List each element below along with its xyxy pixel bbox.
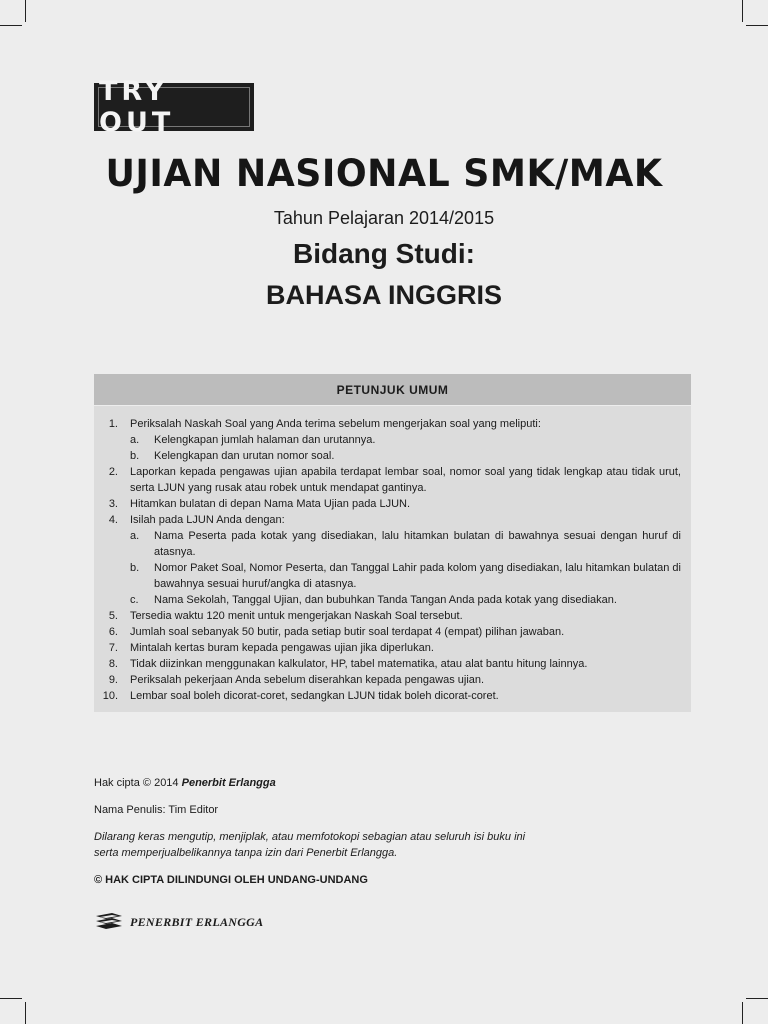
item-text: Laporkan kepada pengawas ujian apabila terdapat lembar soal, nomor soal yang tidak lengkap atau tidak urut, serta LJUN yang rusak atau robek untuk mendapat gantinya.: [130, 466, 681, 494]
list-item: [94, 464, 681, 496]
crop-mark: [0, 25, 22, 26]
sub-item: [130, 432, 681, 448]
subject-label: Bidang Studi:: [293, 238, 475, 269]
publisher-name: Penerbit Erlangga: [181, 777, 276, 789]
item-text: Mintalah kertas buram kepada pengawas ujian jika diperlukan.: [130, 642, 434, 654]
item-number: 8.: [108, 658, 118, 670]
copyright-prefix: Hak cipta © 2014: [94, 777, 179, 789]
sub-item-text: Kelengkapan dan urutan nomor soal.: [154, 450, 335, 462]
item-text: Jumlah soal sebanyak 50 butir, pada setiap butir soal terdapat 4 (empat) pilihan jawaban.: [130, 626, 565, 638]
item-text: Periksalah Naskah Soal yang Anda terima sebelum mengerjakan soal yang meliputi:: [130, 418, 541, 430]
crop-mark: [742, 0, 743, 22]
crop-mark: [0, 998, 22, 999]
list-item: [94, 656, 681, 672]
item-text: Isilah pada LJUN Anda dengan:: [130, 514, 285, 526]
try-out-badge: [94, 76, 254, 138]
item-text: Tersedia waktu 120 menit untuk mengerjakan Naskah Soal tersebut.: [130, 610, 463, 622]
sub-item-letter: a.: [130, 530, 140, 542]
item-number: 6.: [108, 626, 118, 638]
item-number: 10.: [102, 690, 118, 702]
crop-mark: [25, 0, 26, 22]
item-number: 7.: [108, 642, 118, 654]
sub-item-letter: a.: [130, 434, 140, 446]
crop-mark: [742, 1002, 743, 1024]
item-number: 9.: [108, 674, 118, 686]
book-stack-icon: [94, 912, 124, 932]
sub-item-letter: b.: [130, 450, 140, 462]
list-item: [94, 640, 681, 656]
list-item: [94, 672, 681, 688]
list-item: [94, 496, 681, 512]
item-text: Tidak diizinkan menggunakan kalkulator, HP, tabel matematika, atau alat bantu hitung lainnya.: [130, 658, 588, 670]
sub-item-text: Nama Peserta pada kotak yang disediakan, lalu hitamkan bulatan di bawahnya sesuai dengan huruf di atasnya.: [154, 530, 681, 558]
sub-item-text: Kelengkapan jumlah halaman dan urutannya.: [154, 434, 376, 446]
author-line: Nama Penulis: Tim Editor: [94, 804, 219, 816]
item-number: 3.: [108, 498, 118, 510]
logo-text: PENERBIT ERLANGGA: [130, 914, 264, 929]
list-item: [94, 688, 681, 704]
sub-item-text: Nama Sekolah, Tanggal Ujian, dan bubuhkan Tanda Tangan Anda pada kotak yang disediakan.: [154, 594, 617, 606]
list-item: [94, 608, 681, 624]
item-text: Hitamkan bulatan di depan Nama Mata Ujian pada LJUN.: [130, 498, 411, 510]
subject-name: BAHASA INGGRIS: [265, 280, 502, 310]
copyright-protected: © HAK CIPTA DILINDUNGI OLEH UNDANG-UNDANG: [94, 874, 368, 886]
copyright-line: [94, 775, 276, 791]
sub-item: [130, 448, 681, 464]
academic-year: Tahun Pelajaran 2014/2015: [273, 208, 495, 228]
publisher-logo: [94, 912, 263, 932]
item-text: Periksalah pekerjaan Anda sebelum diserahkan kepada pengawas ujian.: [130, 674, 485, 686]
sub-item-letter: c.: [130, 594, 139, 606]
page-title: UJIAN NASIONAL SMK/MAK: [105, 152, 663, 195]
try-out-label: TRY OUT: [99, 76, 175, 138]
instructions-heading: PETUNJUK UMUM: [94, 374, 691, 405]
sub-item: [130, 592, 681, 608]
item-number: 2.: [108, 466, 118, 478]
warning-line-1: Dilarang keras mengutip, menjiplak, atau memfotokopi sebagian atau seluruh isi buku ini: [94, 831, 526, 843]
list-item: [94, 624, 681, 640]
crop-mark: [25, 1002, 26, 1024]
list-item: [94, 416, 681, 432]
sub-item: [130, 528, 681, 560]
instructions-list: [94, 406, 691, 712]
list-item: [94, 512, 681, 528]
item-number: 1.: [108, 418, 118, 430]
sub-item-text: Nomor Paket Soal, Nomor Peserta, dan Tanggal Lahir pada kolom yang disediakan, lalu hitamkan bulatan di bawahnya sesuai huruf/angka di atasnya.: [154, 562, 681, 590]
sub-item-letter: b.: [130, 562, 140, 574]
item-number: 5.: [108, 610, 118, 622]
crop-mark: [746, 25, 768, 26]
item-text: Lembar soal boleh dicorat-coret, sedangkan LJUN tidak boleh dicorat-coret.: [130, 690, 499, 702]
crop-mark: [746, 998, 768, 999]
item-number: 4.: [108, 514, 118, 526]
warning-line-2: serta memperjualbelikannya tanpa izin dari Penerbit Erlangga.: [94, 847, 398, 859]
sub-item: [130, 560, 681, 592]
